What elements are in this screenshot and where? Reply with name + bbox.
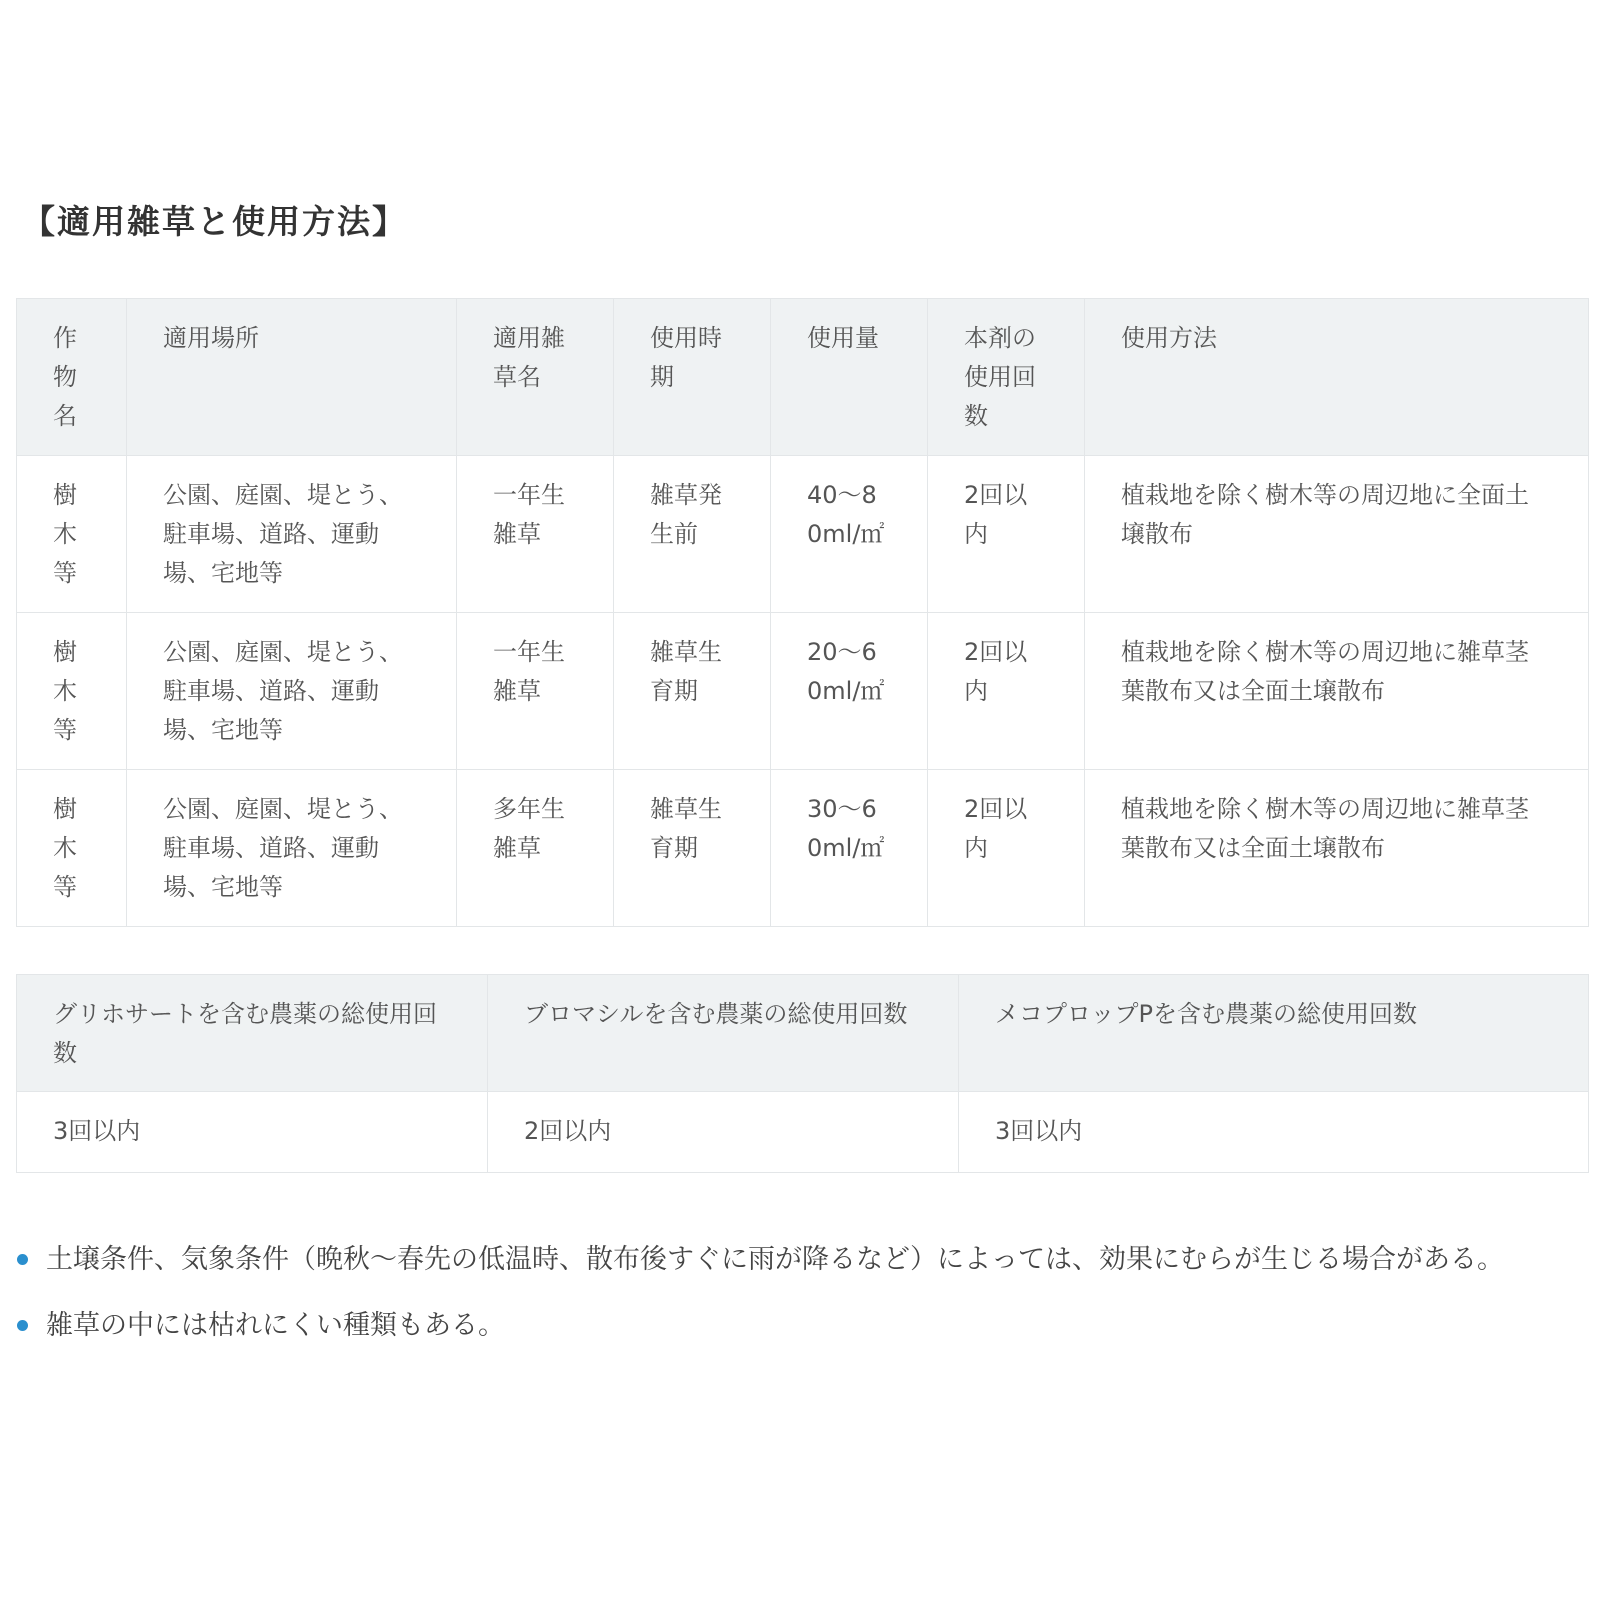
header-location: 適用場所	[127, 299, 457, 456]
cell-weed: 一年生雑草	[457, 613, 614, 770]
header-count: 本剤の使用回数	[928, 299, 1085, 456]
bullet-icon	[17, 1254, 28, 1265]
header-bromacil-total: ブロマシルを含む農薬の総使用回数	[488, 975, 959, 1092]
cell-method: 植栽地を除く樹木等の周辺地に雑草茎葉散布又は全面土壌散布	[1085, 613, 1589, 770]
header-method: 使用方法	[1085, 299, 1589, 456]
cell-amount: 30～60ml/㎡	[771, 770, 928, 927]
cell-glyphosate-total: 3回以内	[17, 1092, 488, 1173]
cell-count: 2回以内	[928, 770, 1085, 927]
cell-crop: 樹木等	[17, 770, 127, 927]
cell-count: 2回以内	[928, 613, 1085, 770]
notes-list	[16, 1240, 1588, 1372]
header-glyphosate-total: グリホサートを含む農薬の総使用回数	[17, 975, 488, 1092]
table-row	[17, 456, 1589, 613]
cell-weed: 多年生雑草	[457, 770, 614, 927]
note-text: 土壌条件、気象条件（晩秋～春先の低温時、散布後すぐに雨が降るなど）によっては、効果にむらが生じる場合がある。	[46, 1244, 1504, 1275]
header-mecoprop-total: メコプロップPを含む農薬の総使用回数	[959, 975, 1589, 1092]
table-row	[17, 613, 1589, 770]
table-row	[17, 770, 1589, 927]
cell-location: 公園、庭園、堤とう、駐車場、道路、運動場、宅地等	[127, 613, 457, 770]
bullet-icon	[17, 1320, 28, 1331]
total-usage-table	[16, 974, 1589, 1173]
cell-count: 2回以内	[928, 456, 1085, 613]
cell-timing: 雑草生育期	[614, 613, 771, 770]
cell-amount: 40～80ml/㎡	[771, 456, 928, 613]
note-text: 雑草の中には枯れにくい種類もある。	[46, 1310, 505, 1341]
usage-table	[16, 298, 1589, 927]
header-crop: 作物名	[17, 299, 127, 456]
list-item	[16, 1240, 1588, 1280]
cell-crop: 樹木等	[17, 456, 127, 613]
cell-timing: 雑草発生前	[614, 456, 771, 613]
usage-table-header-row	[17, 299, 1589, 456]
cell-method: 植栽地を除く樹木等の周辺地に雑草茎葉散布又は全面土壌散布	[1085, 770, 1589, 927]
cell-bromacil-total: 2回以内	[488, 1092, 959, 1173]
cell-mecoprop-total: 3回以内	[959, 1092, 1589, 1173]
cell-amount: 20～60ml/㎡	[771, 613, 928, 770]
header-weed: 適用雑草名	[457, 299, 614, 456]
cell-crop: 樹木等	[17, 613, 127, 770]
cell-timing: 雑草生育期	[614, 770, 771, 927]
list-item	[16, 1306, 1588, 1346]
header-amount: 使用量	[771, 299, 928, 456]
cell-location: 公園、庭園、堤とう、駐車場、道路、運動場、宅地等	[127, 456, 457, 613]
cell-location: 公園、庭園、堤とう、駐車場、道路、運動場、宅地等	[127, 770, 457, 927]
cell-weed: 一年生雑草	[457, 456, 614, 613]
header-timing: 使用時期	[614, 299, 771, 456]
table-row	[17, 1092, 1589, 1173]
section-title: 【適用雑草と使用方法】	[22, 202, 407, 241]
total-table-header-row	[17, 975, 1589, 1092]
cell-method: 植栽地を除く樹木等の周辺地に全面土壌散布	[1085, 456, 1589, 613]
